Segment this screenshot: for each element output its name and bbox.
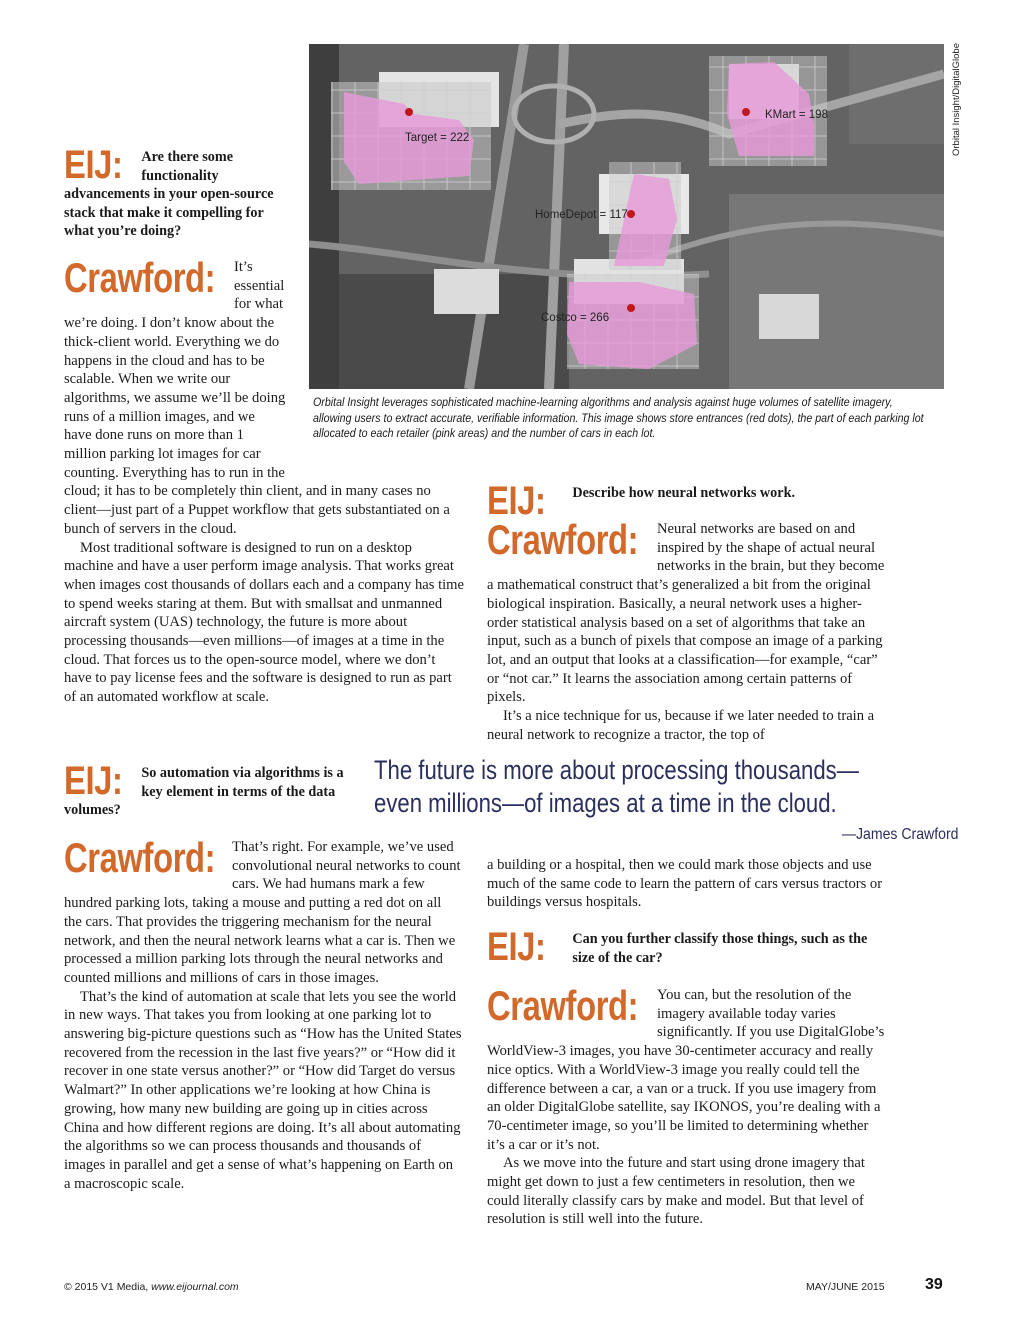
copyright-text: © 2015 V1 Media, bbox=[64, 1281, 152, 1293]
answer-4-para-1: You can, but the resolution of the imagery available today varies significantly. If you use DigitalGlobe’s WorldView-3 images, you have 30-centimeter accuracy and really nice optics. With a WorldView-3 image you really could tell the difference between a car, a van or a truck. If you use imagery from an older DigitalGlobe satellite, say IKONOS, you’re dealing with a 70-centimeter image, so you’ll be limited to determining whether it’s a car or it’s not. bbox=[487, 987, 885, 1153]
label-kmart: KMart = 198 bbox=[765, 109, 828, 121]
answer-4 bbox=[487, 982, 887, 1229]
answer-1-para-1: It’s essential for what we’re doing. I don’t know about the thick-client world. Everything we do happens in the cloud and has to be scalable. When we write our algorithms, we assume we’ll be doing runs of a million images, and we have done runs on more than 1 million parking lot images for car counting. Everything has to run in the cloud; it has to be completely thin client, and in many cases no client—just part of a Puppet workflow that gets substantiated on a bunch of servers in the cloud. bbox=[64, 259, 450, 537]
answer-1 bbox=[64, 254, 465, 707]
question-3: Describe how neural networks work. bbox=[572, 485, 796, 501]
qa-block-2 bbox=[64, 759, 354, 820]
target-entrance-dot bbox=[405, 108, 413, 116]
answer-3-para-1: Neural networks are based on and inspired by the shape of actual neural networks in the brain, but they become a mathematical construct that’s generalized a bit from the original biological inspiration. Basically, a neural network uses a higher-order statistical analysis based on a set of algorithms that take an input, such as a bunch of pixels that compose an image of a parking lot, and an output that looks at a classification—for example, “car” or “not car.” It learns the association among certain patterns of pixels. bbox=[487, 521, 885, 706]
photo-caption: Orbital Insight leverages sophisticated machine-learning algorithms and analysis against huge volumes of satellite imagery, allowing users to extract accurate, verifiable information. This image shows store entrances (red dots), the part of each parking lot allocated to each retailer (pink areas) and the number of cars in each lot. bbox=[313, 395, 924, 441]
answer-3-continued bbox=[487, 856, 887, 912]
qa-block-3 bbox=[487, 479, 887, 523]
speaker-crawford: Crawford: bbox=[487, 982, 639, 1029]
footer-issue: MAY/JUNE 2015 bbox=[806, 1281, 885, 1293]
photo-credit: Orbital Insight/DigitalGlobe bbox=[951, 43, 962, 156]
pull-quote-line-1: The future is more about processing thousands— bbox=[374, 755, 859, 785]
answer-3-para-2b: a building or a hospital, then we could mark those objects and use much of the same code to learn the pattern of cars versus tractors or buildings versus hospitals. bbox=[487, 857, 883, 911]
speaker-eij: EIJ: bbox=[64, 143, 123, 187]
answer-2-para-1: That’s right. For example, we’ve used convolutional neural networks to count cars. We had humans mark a few hundred parking lots, taking a mouse and putting a red dot on all the cars. That provides the triggering mechanism for the neural network, and then the neural network learns what a car is. Then we processed a million parking lots through the neural networks and counted millions and millions of cars in those images. bbox=[64, 839, 461, 986]
speaker-eij: EIJ: bbox=[487, 925, 546, 969]
speaker-crawford: Crawford: bbox=[487, 516, 639, 563]
pull-quote-attribution: —James Crawford bbox=[841, 826, 958, 843]
label-homedepot: HomeDepot = 117 bbox=[535, 209, 628, 221]
page-number: 39 bbox=[925, 1276, 943, 1293]
answer-3-para-2a: It’s a nice technique for us, because if we later needed to train a neural network to recognize a tractor, the top of bbox=[487, 708, 875, 743]
answer-2 bbox=[64, 834, 462, 1193]
question-4: Can you further classify those things, such as the size of the car? bbox=[572, 931, 868, 966]
answer-4-para-2: As we move into the future and start using drone imagery that might get down to just a few centimeters in resolution, then we could literally classify cars by make and model. But that level of resolution is still well into the future. bbox=[487, 1155, 865, 1228]
qa-block-4 bbox=[487, 925, 887, 969]
site-link[interactable]: www.eijournal.com bbox=[151, 1281, 239, 1293]
homedepot-entrance-dot bbox=[627, 210, 635, 218]
answer-3 bbox=[487, 516, 887, 744]
question-1: Are there some functionality advancements in your open-source stack that make it compelling for what you’re doing? bbox=[64, 149, 274, 240]
pull-quote-line-2: even millions—of images at a time in the cloud. bbox=[374, 788, 837, 818]
question-2: So automation via algorithms is a key element in terms of the data volumes? bbox=[64, 765, 344, 819]
qa-block-1 bbox=[64, 143, 288, 241]
costco-entrance-dot bbox=[627, 304, 635, 312]
label-target: Target = 222 bbox=[405, 132, 470, 144]
answer-1-para-2: Most traditional software is designed to run on a desktop machine and have a user perform image analysis. That works great when images cost thousands of dollars each and a company has time to spend weeks staring at them. But with smallsat and unmanned aircraft system (UAS) technology, the future is more about processing thousands—even millions—of images at a time in the cloud. That forces us to the open-source model, where we don’t have to pay license fees and the software is designed to run as part of an automated workflow at scale. bbox=[64, 539, 465, 706]
speaker-crawford: Crawford: bbox=[64, 834, 216, 881]
kmart-entrance-dot bbox=[742, 108, 750, 116]
pull-quote bbox=[374, 754, 915, 820]
answer-2-para-2: That’s the kind of automation at scale that lets you see the world in new ways. That takes you from looking at one parking lot to answering big-picture questions such as “How has the United States recovered from the recession in the last five years?” or “How did it recover in one state versus another?” or “How did Target do versus Walmart?” In other applications we’re looking at how China is growing, how many new building are going up in cities across China and how different regions are doing. It’s all about automating the algorithms so we can process thousands and thousands of images in parallel and get a sense of what’s happening on Earth on a macroscopic scale. bbox=[64, 988, 462, 1192]
speaker-eij: EIJ: bbox=[487, 479, 546, 523]
footer-copyright bbox=[64, 1281, 239, 1293]
speaker-eij: EIJ: bbox=[64, 759, 123, 803]
speaker-crawford: Crawford: bbox=[64, 254, 216, 301]
label-costco: Costco = 266 bbox=[541, 312, 610, 324]
